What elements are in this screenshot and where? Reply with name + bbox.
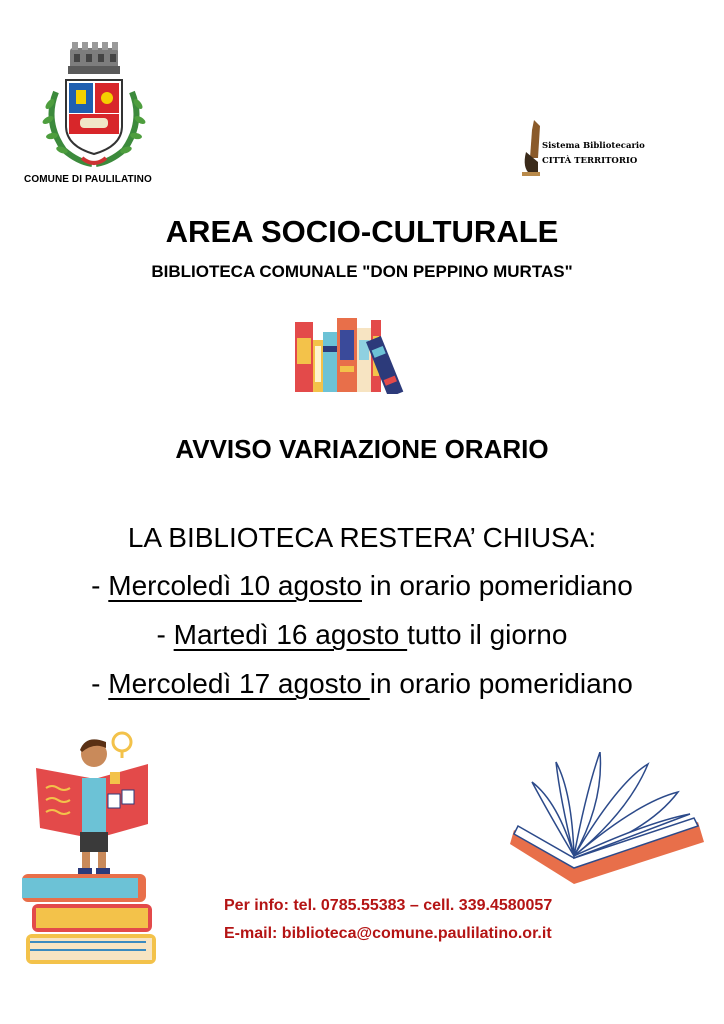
sistema-bibliotecario-logo: [520, 118, 645, 180]
closure-detail: tutto il giorno: [407, 619, 568, 650]
contact-email: E-mail: biblioteca@comune.paulilatino.or.it: [224, 925, 552, 942]
item-prefix: -: [91, 570, 109, 601]
page-title: AREA SOCIO-CULTURALE: [165, 214, 559, 249]
closure-item: [0, 619, 724, 651]
comune-label: COMUNE DI PAULILATINO: [24, 174, 152, 185]
closure-detail: in orario pomeridiano: [369, 668, 633, 699]
sistema-bibliotecario-logo-icon: [520, 118, 544, 180]
open-book-icon: [508, 752, 708, 884]
closure-date: Martedì 16 agosto: [173, 619, 408, 650]
item-prefix: -: [156, 619, 174, 650]
logo-line-1: Sistema Bibliotecario: [542, 141, 645, 151]
logo-line-2: CITTÀ TERRITORIO: [542, 156, 638, 166]
boy-reading-icon: [16, 728, 166, 968]
coat-of-arms-icon: [38, 42, 150, 172]
closure-item: [0, 668, 724, 700]
notice-heading: AVVISO VARIAZIONE ORARIO: [175, 434, 549, 464]
closure-date: Mercoledì 17 agosto: [108, 668, 370, 699]
item-prefix: -: [91, 668, 109, 699]
books-shelf-icon: [293, 316, 433, 394]
closure-item: [0, 570, 724, 602]
closure-detail: in orario pomeridiano: [362, 570, 633, 601]
closure-date: Mercoledì 10 agosto: [108, 570, 362, 601]
closure-intro: LA BIBLIOTECA RESTERA’ CHIUSA:: [127, 522, 597, 553]
contact-phone: Per info: tel. 0785.55383 – cell. 339.4580057: [224, 897, 553, 914]
library-name: BIBLIOTECA COMUNALE "DON PEPPINO MURTAS": [151, 262, 573, 281]
